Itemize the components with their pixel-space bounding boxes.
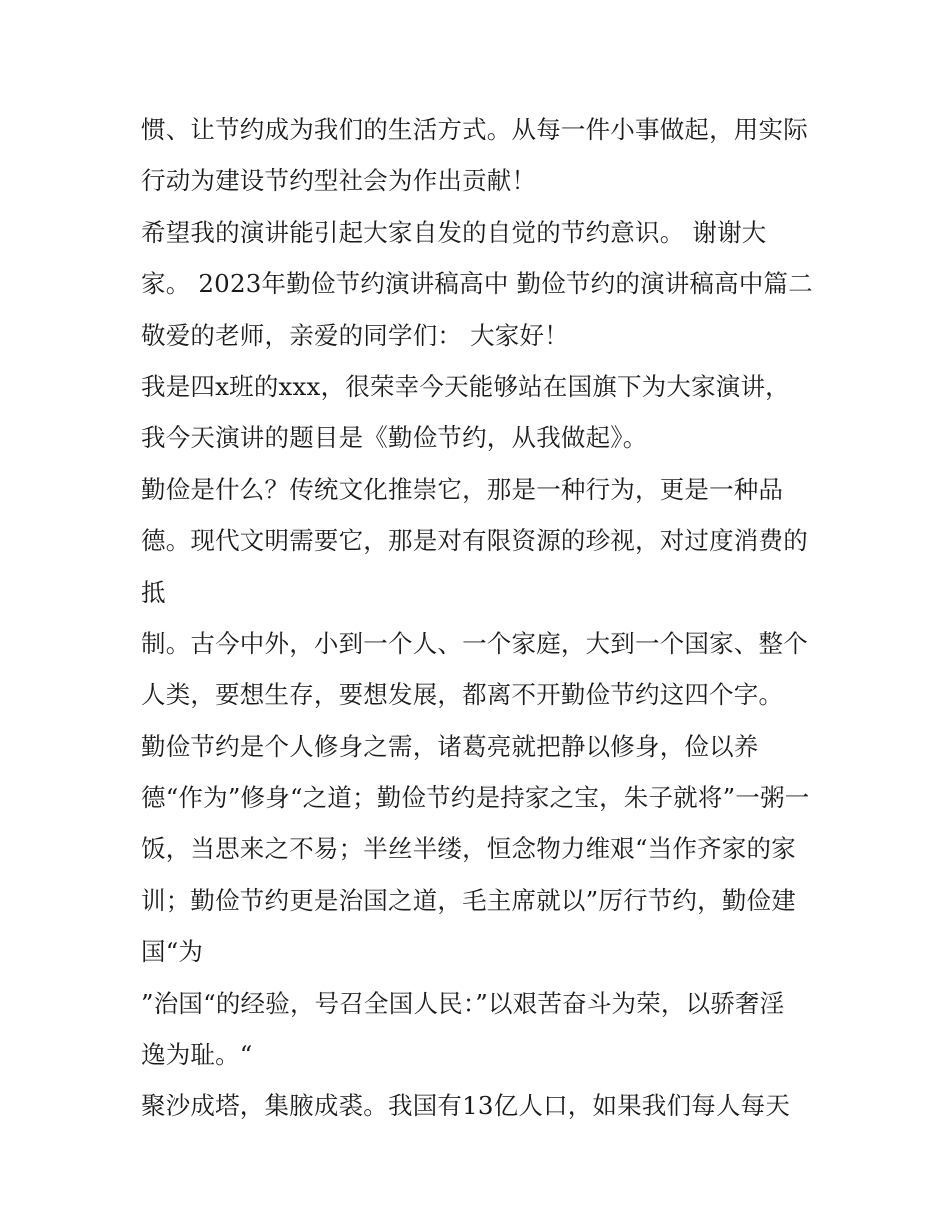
text-line: 敬爱的老师，亲爱的同学们： 大家好！ bbox=[141, 320, 569, 350]
text-line: 国“为 bbox=[141, 937, 204, 967]
text-line: 训；勤俭节约更是治国之道，毛主席就以”厉行节约，勤俭建 bbox=[141, 885, 796, 915]
text-line: 制。古今中外，小到一个人、一个家庭，大到一个国家、整个 bbox=[141, 628, 808, 658]
text-line: 德。现代文明需要它，那是对有限资源的珍视，对过度消费的 bbox=[141, 526, 808, 556]
text-line: 惯、让节约成为我们的生活方式。从每一件小事做起，用实际 bbox=[141, 115, 808, 144]
document-body bbox=[141, 104, 841, 1132]
text-line: 希望我的演讲能引起大家自发的自觉的节约意识。 谢谢大 bbox=[141, 217, 767, 247]
text-line: 人类，要想生存，要想发展，都离不开勤俭节约这四个字。 bbox=[141, 680, 784, 710]
text-line: 饭，当思来之不易；半丝半缕，恒念物力维艰“当作齐家的家 bbox=[141, 834, 796, 864]
text-line: 行动为建设节约型社会为作出贡献！ bbox=[141, 166, 537, 196]
text-line: ”治国“的经验，号召全国人民：”以艰苦奋斗为荣，以骄奢淫 bbox=[141, 988, 785, 1018]
text-line: 聚沙成塔，集腋成裘。我国有13亿人口，如果我们每人每天 bbox=[141, 1091, 791, 1121]
text-line: 抵 bbox=[141, 577, 166, 607]
text-line: 德“作为”修身“之道；勤俭节约是持家之宝，朱子就将”一粥一 bbox=[141, 783, 810, 813]
text-line: 我今天演讲的题目是《勤俭节约，从我做起》。 bbox=[141, 423, 648, 453]
text-line: 逸为耻。“ bbox=[141, 1040, 253, 1070]
text-line: 家。 2023年勤俭节约演讲稿高中 勤俭节约的演讲稿高中篇二 bbox=[141, 269, 813, 299]
text-line: 我是四x班的xxx，很荣幸今天能够站在国旗下为大家演讲， bbox=[141, 371, 790, 401]
text-line: 勤俭是什么？传统文化推崇它，那是一种行为，更是一种品 bbox=[141, 474, 784, 504]
text-line: 勤俭节约是个人修身之需，诸葛亮就把静以修身，俭以养 bbox=[141, 731, 759, 761]
